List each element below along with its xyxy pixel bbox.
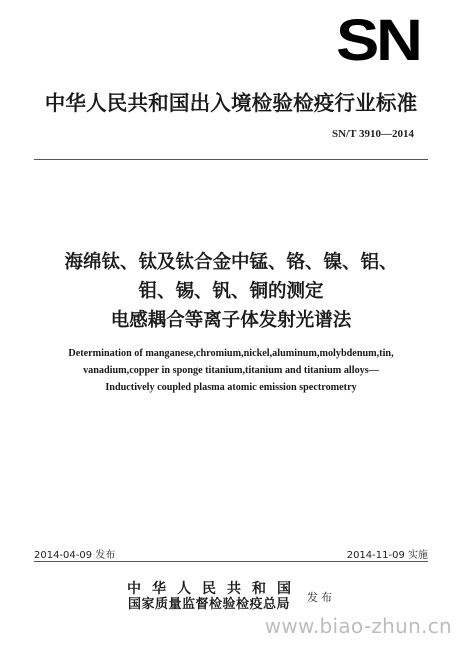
english-title-line-1: Determination of manganese,chromium,nickel,aluminum,molybdenum,tin, — [68, 348, 394, 359]
footer-divider — [34, 561, 428, 562]
english-title-line-3: Inductively coupled plasma atomic emission spectrometry — [105, 382, 357, 393]
standard-number: SN/T 3910—2014 — [331, 128, 414, 140]
issue-date: 2014-04-09 发布 — [34, 550, 116, 561]
header-divider — [34, 159, 428, 160]
standard-category-title: 中华人民共和国出入境检验检疫行业标准 — [44, 91, 418, 115]
sn-logo: SN — [336, 8, 420, 73]
chinese-title-line-2: 钼、锡、钒、铜的测定 — [138, 281, 324, 302]
issuer-agency: 国家质量监督检验检疫总局 — [127, 597, 290, 612]
chinese-title-line-3: 电感耦合等离子体发射光谱法 — [110, 310, 352, 331]
issue-label: 发布 — [307, 591, 335, 604]
chinese-title-line-1: 海绵钛、钛及钛合金中锰、铬、镍、铝、 — [64, 252, 398, 273]
implementation-date: 2014-11-09 实施 — [346, 550, 428, 561]
issuer-country: 中华人民共和国 — [127, 581, 302, 597]
english-title-line-2: vanadium,copper in sponge titanium,titanium and titanium alloys— — [83, 365, 379, 376]
issuer-block — [0, 578, 462, 613]
website-watermark: www.biao-zhun.cn — [264, 614, 452, 638]
